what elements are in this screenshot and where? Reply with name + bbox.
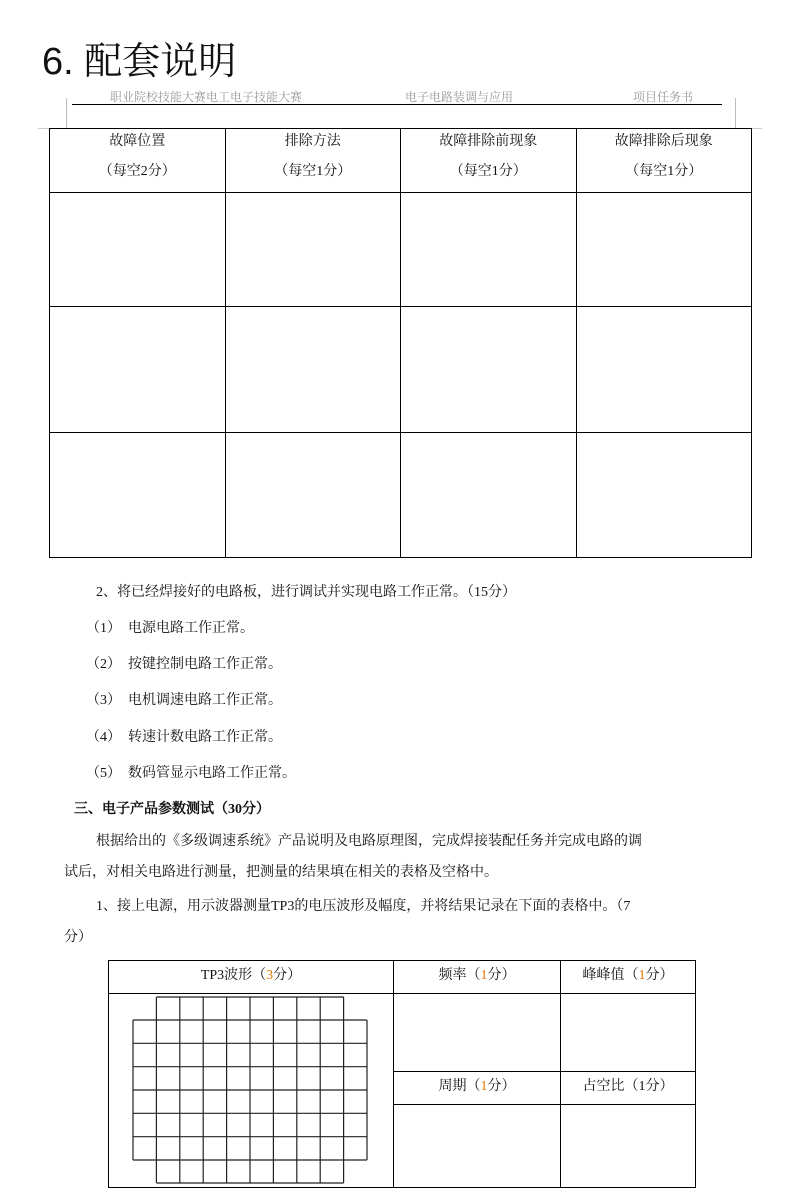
paragraph-line: 根据给出的《多级调速系统》产品说明及电路原理图，完成焊接装配任务并完成电路的调 (96, 834, 642, 849)
header-label: 故障排除前现象 (439, 134, 538, 149)
header-score: （每空2分） (98, 164, 176, 179)
list-item: （1） 电源电路工作正常。 (86, 621, 254, 636)
header-label: 排除方法 (284, 134, 341, 149)
frequency-header: 频率（1分） (394, 961, 561, 994)
header-score: （每空1分） (274, 164, 352, 179)
paragraph-line: 1、接上电源，用示波器测量TP3的电压波形及幅度，并将结果记录在下面的表格中。（7 (96, 899, 631, 914)
section-heading: 三、电子产品参数测试（30分） (74, 802, 270, 817)
paragraph-line: 试后，对相关电路进行测量，把测量的结果填在相关的表格及空格中。 (64, 865, 498, 880)
header-score: （每空1分） (449, 164, 527, 179)
list-item: （2） 按键控制电路工作正常。 (86, 657, 282, 672)
waveform-header: TP3波形（3分） (109, 961, 394, 994)
period-header: 周期（1分） (394, 1072, 561, 1105)
header-label: 故障位置 (109, 134, 166, 149)
page-title: 6. 配套说明 (42, 41, 237, 83)
peak-header: 峰峰值（1分） (561, 961, 696, 994)
header-label: 故障排除后现象 (614, 134, 713, 149)
header-left: 职业院校技能大赛电工电子技能大赛 (110, 90, 303, 104)
list-item: （3） 电机调速电路工作正常。 (86, 693, 282, 708)
paragraph-line: 分） (64, 930, 92, 945)
header-right: 项目任务书 (633, 90, 694, 104)
list-item: （5） 数码管显示电路工作正常。 (86, 766, 296, 781)
list-item: （4） 转速计数电路工作正常。 (86, 730, 282, 745)
duty-header: 占空比（1分） (561, 1072, 696, 1105)
header-center: 电子电路装调与应用 (405, 90, 514, 104)
header-score: （每空1分） (625, 164, 703, 179)
task2-intro: 2、将已经焊接好的电路板，进行调试并实现电路工作正常。（15分） (96, 585, 516, 600)
